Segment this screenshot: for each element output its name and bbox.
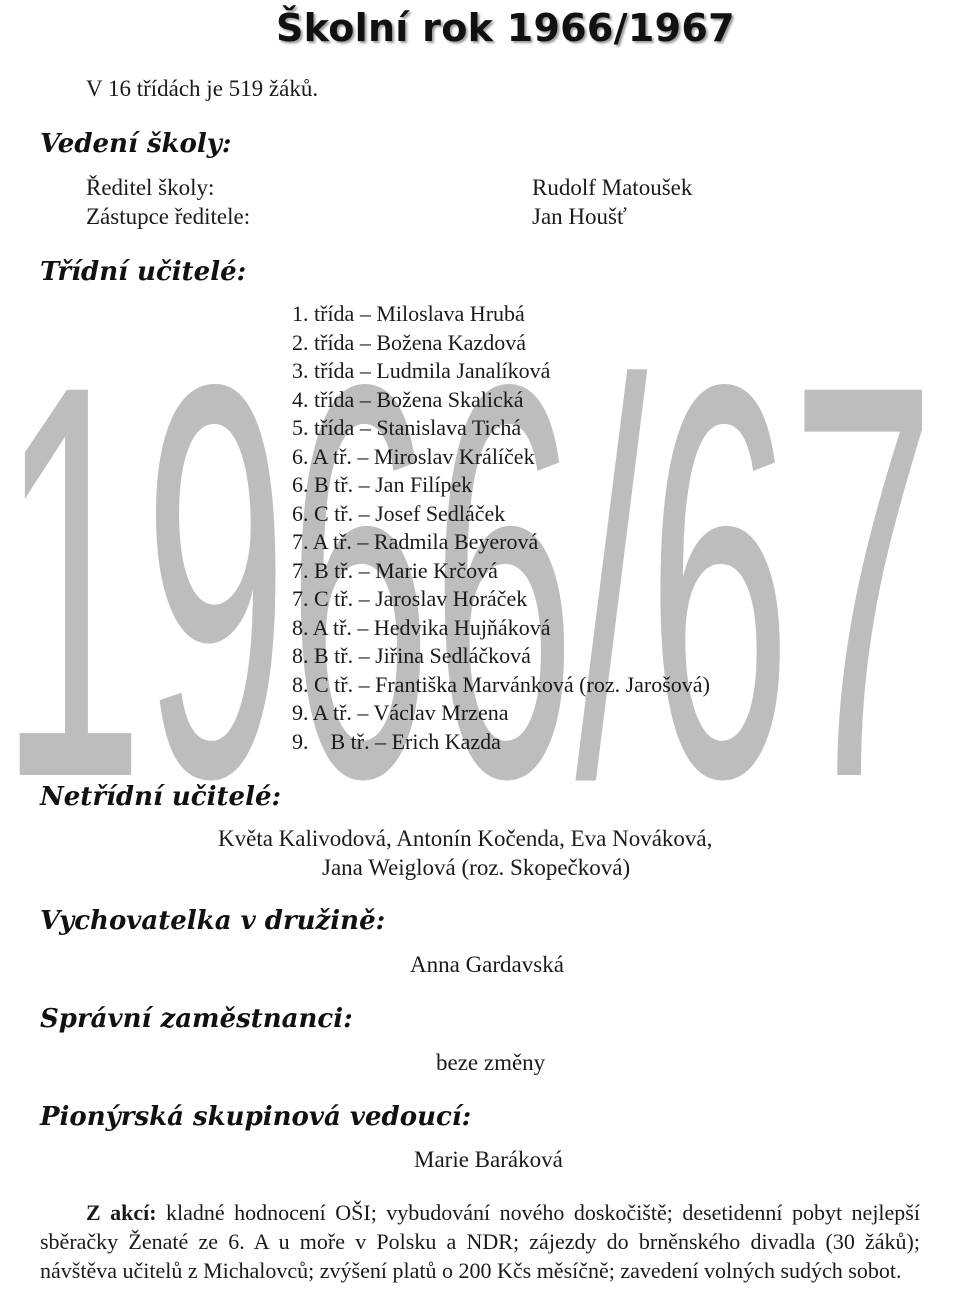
- events-label: Z akcí:: [86, 1200, 157, 1225]
- list-item: 6. A tř. – Miroslav Králíček: [292, 443, 535, 469]
- leadership-name-director: Rudolf Matoušek: [532, 175, 693, 200]
- list-item: 6. B tř. – Jan Filípek: [292, 472, 473, 497]
- class-teachers-heading: Třídní učitelé:: [40, 257, 247, 287]
- list-item: 3. třída – Ludmila Janalíková: [292, 358, 551, 383]
- after-school-heading: Vychovatelka v družině:: [40, 906, 386, 936]
- list-item: 2. třída – Božena Kazdová: [292, 329, 526, 355]
- list-item: 7. C tř. – Jaroslav Horáček: [292, 586, 528, 611]
- list-item: 8. A tř. – Hedvika Hujňáková: [292, 614, 551, 640]
- summary-text: V 16 třídách je 519 žáků.: [86, 76, 319, 101]
- leadership-role-director: Ředitel školy:: [86, 175, 215, 200]
- list-item: 7. A tř. – Radmila Beyerová: [292, 529, 539, 554]
- list-item: 1. třída – Miloslava Hrubá: [292, 301, 525, 326]
- list-item: 5. třída – Stanislava Tichá: [292, 415, 522, 440]
- list-item: 9. A tř. – Václav Mrzena: [292, 700, 509, 725]
- administrative-value: beze změny: [436, 1050, 546, 1075]
- list-item: 6. C tř. – Josef Sedláček: [292, 500, 506, 526]
- watermark-text: 1966/67: [0, 268, 935, 800]
- list-item: 9. B tř. – Erich Kazda: [292, 728, 501, 754]
- list-item: 8. B tř. – Jiřina Sedláčková: [292, 643, 531, 668]
- page-title: Školní rok 1966/1967: [276, 6, 735, 50]
- list-item: 4. třída – Božena Skalická: [292, 386, 524, 412]
- non-class-teachers-heading: Netřídní učitelé:: [40, 782, 282, 812]
- after-school-name: Anna Gardavská: [410, 952, 564, 977]
- non-class-teachers-line-1: Květa Kalivodová, Antonín Kočenda, Eva Nováková,: [218, 826, 713, 851]
- leadership-name-deputy: Jan Houšť: [532, 204, 627, 229]
- non-class-teachers-line-2: Jana Weiglová (roz. Skopečková): [322, 855, 631, 880]
- events-paragraph: [40, 1198, 920, 1285]
- leadership-role-deputy: Zástupce ředitele:: [86, 204, 251, 229]
- class-teachers-list: [292, 300, 710, 756]
- administrative-heading: Správní zaměstnanci:: [40, 1004, 353, 1034]
- events-text: kladné hodnocení OŠI; vybudování nového doskočiště; desetidenní pobyt nejlepší sběračky Ženaté ze 6. A u moře v Polsku a NDR; zájezdy do brněnského divadla (30 žáků); návštěva učitelů z Michalovců; zvýšení platů o 200 Kčs měsíčně; zavedení volných sudých sobot.: [40, 1200, 920, 1283]
- pioneer-name: Marie Baráková: [414, 1147, 563, 1172]
- list-item: 7. B tř. – Marie Krčová: [292, 557, 498, 583]
- list-item: 8. C tř. – Františka Marvánková (roz. Jarošová): [292, 671, 710, 697]
- leadership-heading: Vedení školy:: [40, 129, 232, 159]
- pioneer-heading: Pionýrská skupinová vedoucí:: [40, 1102, 472, 1132]
